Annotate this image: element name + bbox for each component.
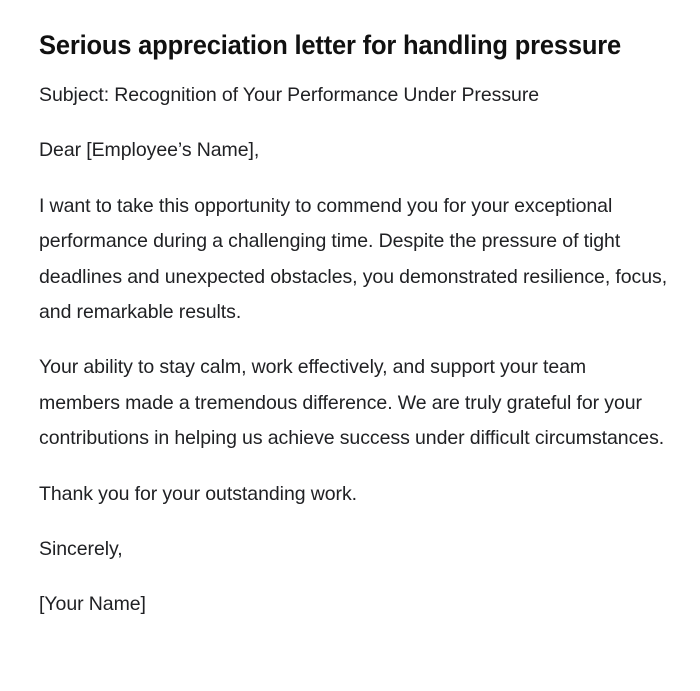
signature-line: [Your Name] <box>39 593 146 616</box>
salutation-line: Dear [Employee’s Name], <box>39 139 260 162</box>
subject-line: Subject: Recognition of Your Performance Under Pressure <box>39 84 540 106</box>
body-paragraph-2: Your ability to stay calm, work effectively, and support your team members made a tremendous difference. We are truly grateful for your contributions in helping us achieve success under difficult circumstances. <box>39 356 665 450</box>
closing-line: Sincerely, <box>39 538 123 561</box>
page-title: Serious appreciation letter for handling pressure <box>39 30 621 60</box>
body-paragraph-1: I want to take this opportunity to commend you for your exceptional performance during a challenging time. Despite the pressure of tight deadlines and unexpected obstacles, you demonstrated resilience, focus, and remarkable results. <box>39 194 668 324</box>
letter-body <box>39 78 668 623</box>
thanks-line: Thank you for your outstanding work. <box>39 482 358 505</box>
